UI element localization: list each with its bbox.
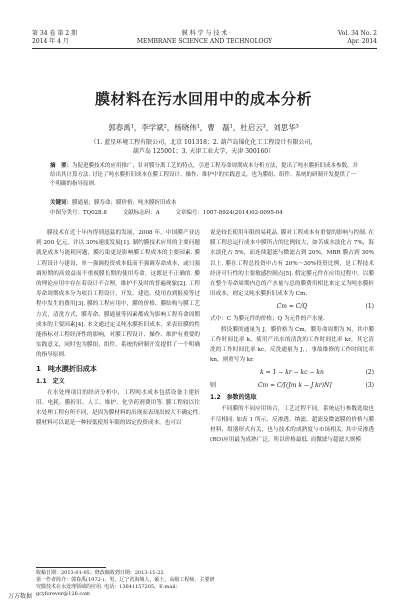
watermark-text: 万方数据 bbox=[8, 593, 33, 600]
equation-1-number: (1) bbox=[365, 303, 374, 311]
equation-2-number: (2) bbox=[365, 369, 374, 377]
header-volume-issue: 第 34 卷 第 2 期 2014 年 4 月 bbox=[32, 30, 77, 45]
equation-1 bbox=[210, 301, 374, 312]
affiliation: （1. 蓝星环境工程有限公司，北京 101318；2. 葫芦岛锦化化工工程设计有限公司， 葫芦岛 125001；3. 天津工业大学，天津 300160） bbox=[90, 139, 317, 155]
abstract-text: 为促进膜技术的应用推广，针对膜分离工艺的特点，引进工程寿命周期成本分析方法，提出了吨水膜折旧成本参数，并给出其计算方法. 讨论了吨水膜折旧成本在膜工程设计、操作、维护中的实践意义，也为膜组、组件、系统的研制开发提供了一个明确的指导原则. bbox=[50, 163, 359, 187]
section-heading-1: 1 吨水膜折旧成本 bbox=[36, 364, 97, 373]
equation-2-body: k = 1 − kr − kc − kn bbox=[260, 369, 324, 377]
document-code: 文献标志码：A bbox=[122, 210, 160, 216]
keywords-label: 关键词： bbox=[50, 200, 73, 206]
equation-2 bbox=[210, 367, 374, 378]
footnote-author-bio: 第一作者简介：郭春禹(1972-)，男，辽宁省海城人，硕士，高级工程师，主要研究膜技术在水处理领域的应用. 电话：13641157205，E-mail：gcyforever@126.com bbox=[36, 577, 215, 597]
subsection-heading-1-1: 1.1 定义 bbox=[36, 377, 65, 385]
header-rule bbox=[32, 48, 377, 49]
assumption-paragraph: 假设膜的通量为 J，膜价格为 Cm，膜寿命周期为 N，其中膜工作时间比率 k，使用产出水的清洗的工作时间比率 kr，其它清洗的工作时间比率 kc，反洗通量为 J，，事故维修的工作时间比率 kn，则重写为 kr. bbox=[210, 326, 374, 364]
left-column bbox=[36, 228, 200, 428]
classification-line bbox=[50, 209, 361, 217]
header-journal-name: 膜 科 学 与 技 术 MEMBRANE SCIENCE AND TECHNOLOGY bbox=[136, 30, 273, 45]
right-column bbox=[210, 228, 374, 445]
paper-title: 膜材料在污水回用中的成本分析 bbox=[94, 90, 312, 108]
intro-paragraph: 膜技术在近十年内得到迅猛的发展，2008 年，中国膜产业达到 200 亿元，并以 30%速度发展[1]. 制约膜技术应用的主要问题就是成本与能耗问题，膜污染更是影响膜工程成本的主要因素. 膜工程设计与建设，单一强调投资成本低而不强调寿命成本，或只强调短期的高效益而不重视膜长期的使用寿命，这都是不正确的. 膜的理论应用中存在着设计不合理，维护不及时的普遍现象[2]. 工程寿命周期成本分为项目工程设计、开发、建造、使用直到报废等过程中发生的费用[3]. 膜的工程应用中，膜的价格、膜结构与膜工艺方式，清洗方式、膜寿命、膜通量等因素都成为影响工程寿命周期成本的主要因素[4]. 本文通过定义吨水膜折旧成本，来表征膜的性能指标对工程经济性的影响，对膜工程设计、操作、维护有重要的实践意义，同时也为膜组、组件、系统的研制开发提供了一个明确的指导原则. bbox=[36, 230, 200, 359]
keywords bbox=[50, 199, 361, 207]
equation-3-body: Cm = C/[(Jm k − J kr)N] bbox=[257, 382, 332, 390]
equation-1-body: Cm = C/Q bbox=[276, 303, 308, 311]
footnote-rule bbox=[36, 567, 106, 568]
keywords-text: 膜通量；膜寿命；膜价格；吨水膜折旧成本 bbox=[72, 200, 177, 206]
equation-3-number: (3) bbox=[365, 382, 374, 390]
clc-number: 中图分类号：TQ028.8 bbox=[50, 210, 107, 216]
variables-paragraph: 式中：C 为膜元件的价格；Q 为元件的产水量. bbox=[210, 316, 325, 323]
article-number: 文章编号：1007-8924(2014)02-0095-04 bbox=[175, 210, 283, 216]
footnote bbox=[36, 567, 218, 598]
running-header bbox=[32, 30, 377, 58]
equation-3 bbox=[210, 380, 374, 391]
abstract bbox=[50, 162, 361, 189]
footnote-received: 收稿日期：2013-01-05；修改稿收到日期：2013-11-22 bbox=[36, 570, 164, 576]
subsection-heading-1-2: 1.2 参数的选取 bbox=[210, 394, 257, 402]
header-volume-english: Vol. 34 No. 2 Apr. 2014 bbox=[337, 30, 377, 45]
abstract-label: 摘 要： bbox=[50, 163, 73, 169]
equation-3-prefix: 则 bbox=[210, 382, 217, 390]
author-list: 郭春禹¹，李学斌²，杨晓伟¹，曹 磊¹，杜启云³，刘思华³ bbox=[108, 123, 299, 132]
parameter-paragraph: 不同膜的不同应用场合，工艺过程不同，系统运行参数选取也不尽相同. 如表 1 所示，反渗透、纳滤、超滤及微滤膜的价格与膜材料、组器形式有关，也与技术的成熟度与市场相关. 其中反渗透(RO)应用最为成熟广泛，所以价格最低. 而微滤与超滤大规模 bbox=[210, 406, 374, 444]
definition-paragraph: 在水处理项目的经济分析中，工程吨水成本包括设备主建折旧、电耗、膜折旧、人工、维护、化学药剂费用等. 膜工程较以往水处理工程有所不同，是因为膜材料的出现而表现出较大不确定性. 膜材料可以说是一种较低使用年限的固定投资成本，也可以 bbox=[36, 389, 200, 427]
continued-paragraph: 说是较长使用年限的易耗品. 膜对工程成本有重要的影响与控制. 在膜工程总运行成本中膜所占的比例较大，如苦咸水淡化占 7%，海水淡化占 5%，而连续超滤与微滤占到 20%，MBR 膜占到 30%以上. 膜在工程总投资中占有 20%～30%投资比例，是工程技术经济可行性的主要敏感控制点[5]. 假定膜元件在应用过程中，以膜在整个寿命周期内总的产水量与总的膜费用相比来定义为吨水膜折旧成本，则定义吨水膜折旧成本为 Cm： bbox=[210, 230, 374, 298]
